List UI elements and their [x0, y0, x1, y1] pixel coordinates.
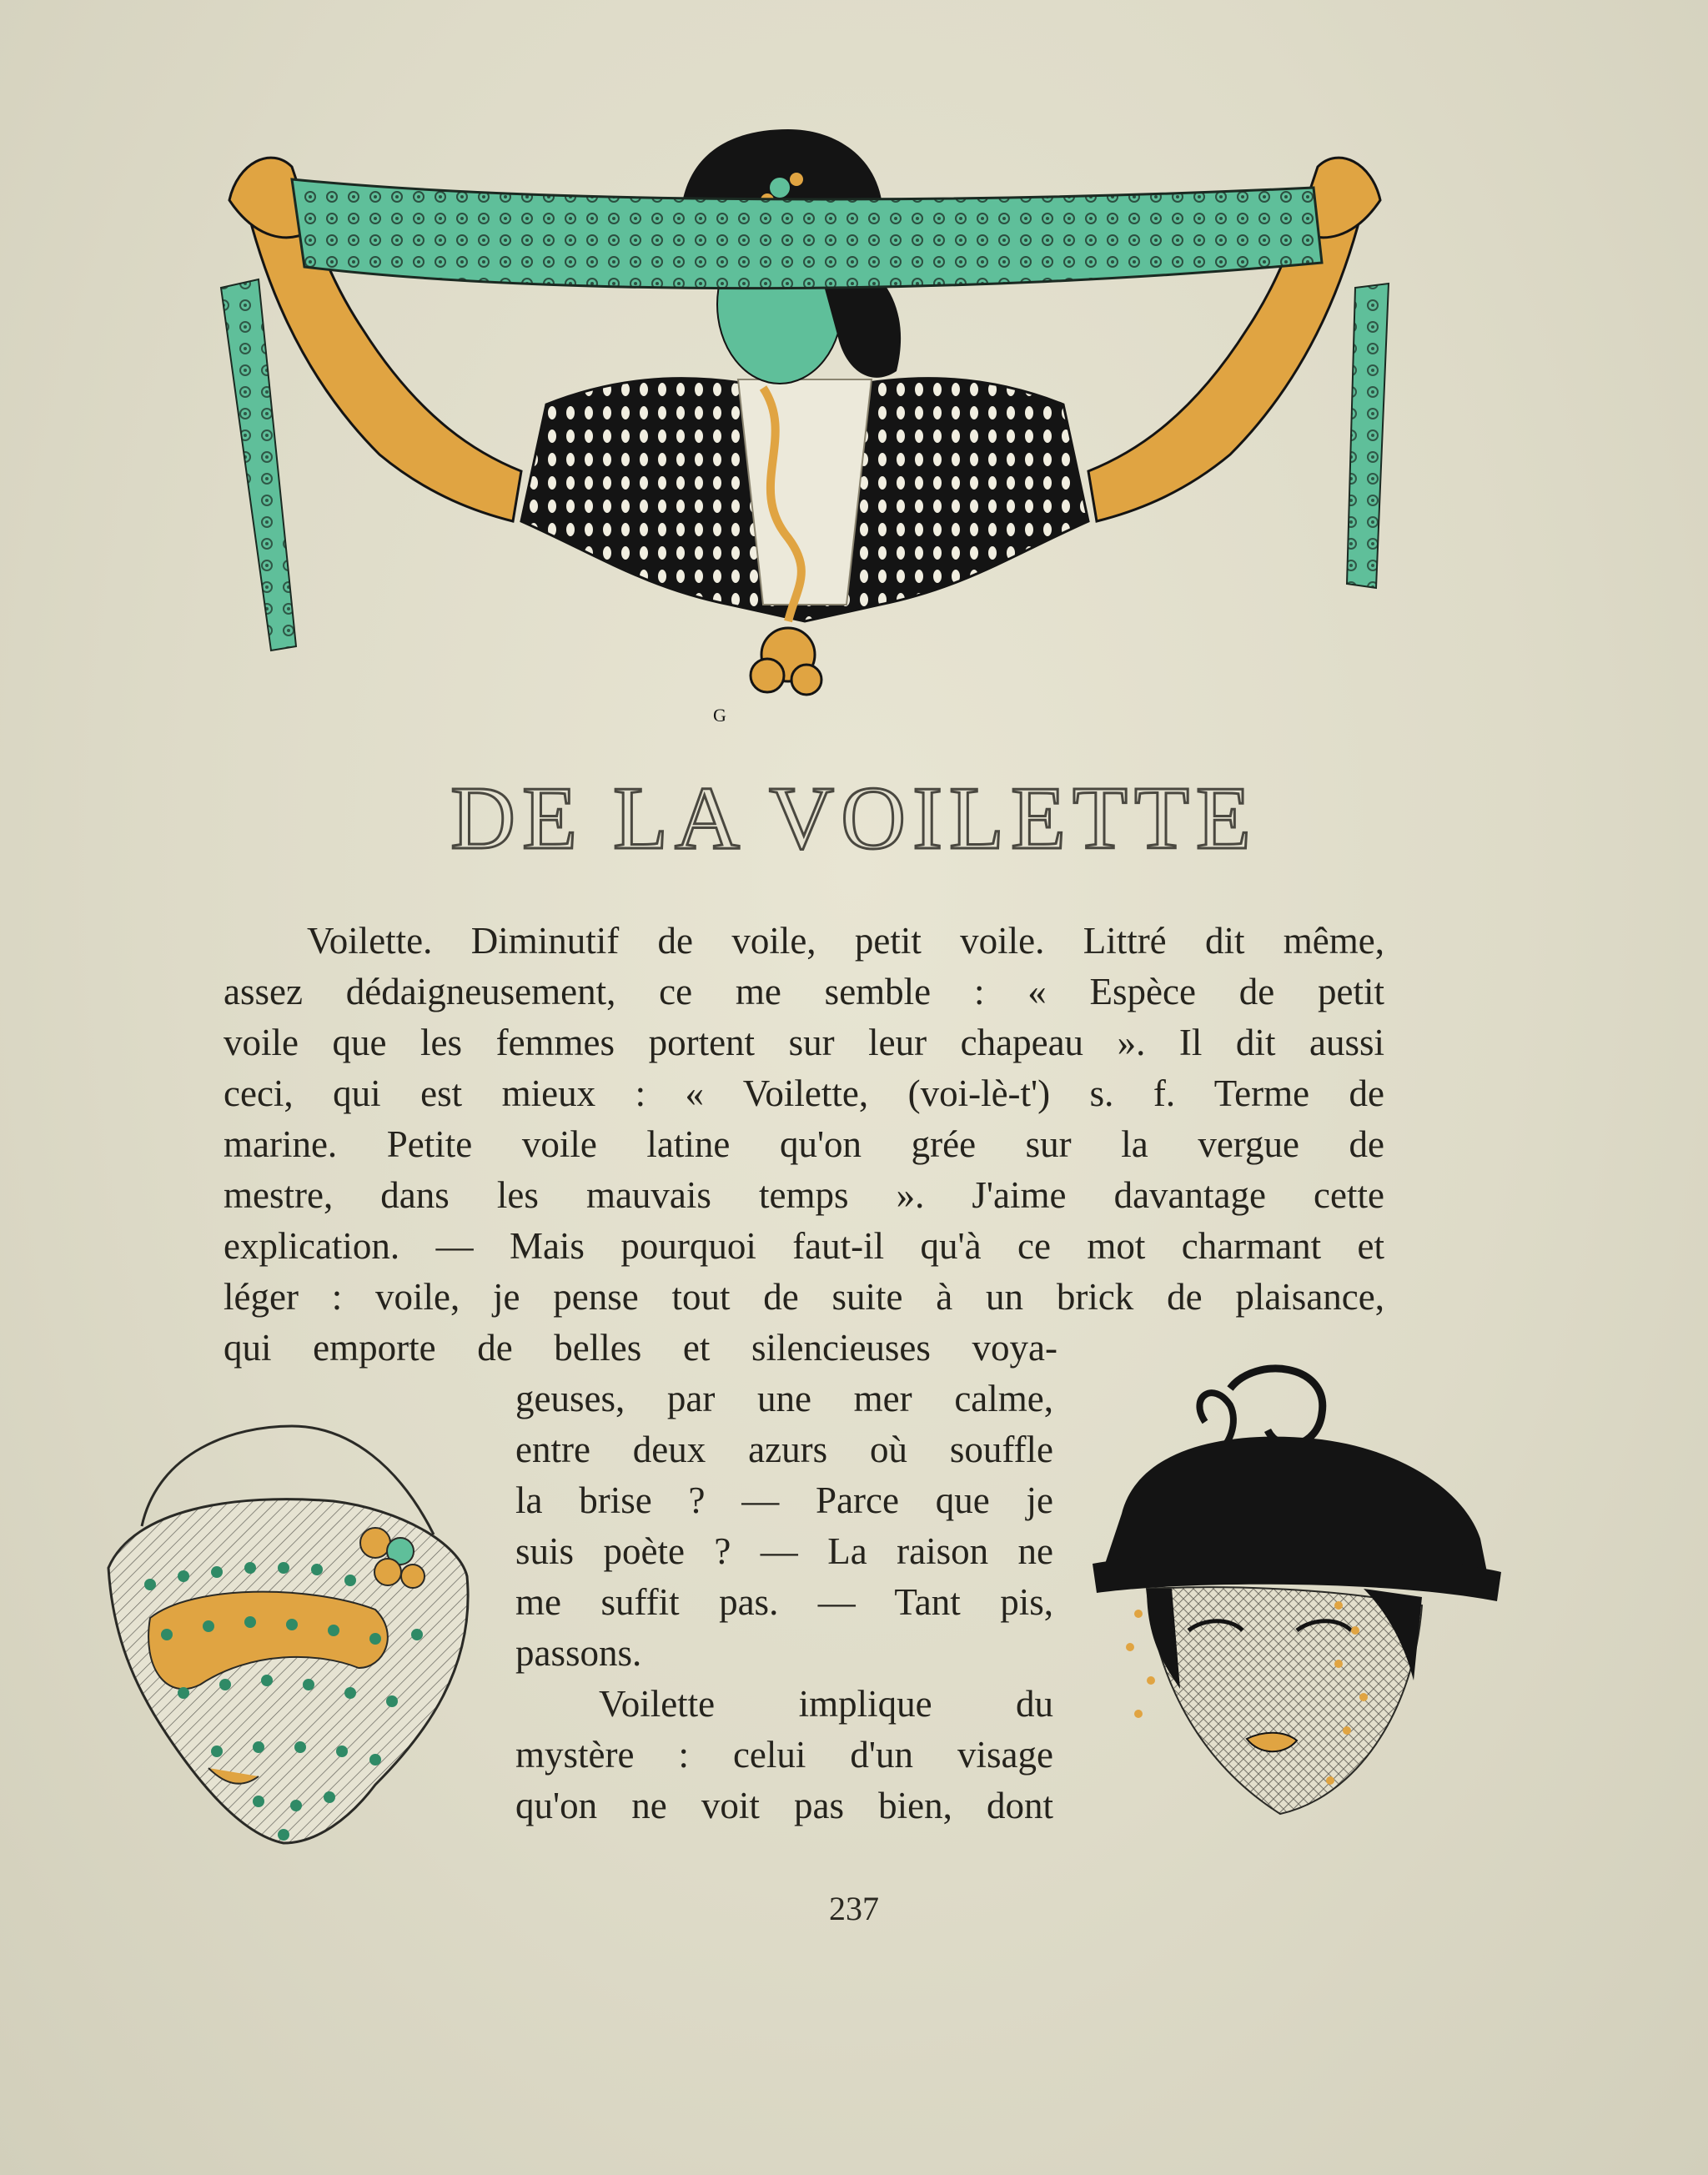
woman-with-veil-illustration [213, 121, 1397, 730]
turban-veil-head-illustration [100, 1418, 484, 1851]
svg-text:G: G [713, 705, 726, 726]
text-line: geuses, par une mer calme, [515, 1378, 1053, 1419]
page-title: DE LA VOILETTE [450, 769, 1258, 868]
text-line: me suffit pas. — Tant pis, [515, 1581, 1053, 1623]
text-line: la brise ? — Parce que je [515, 1479, 1053, 1521]
text-line: qui emporte de belles et silencieuses voya- [224, 1327, 1057, 1369]
text-line: Voilette. Diminutif de voile, petit voile. Littré dit même, [307, 920, 1384, 962]
text-line: ceci, qui est mieux : « Voilette, (voi-lè-t') s. f. Terme de [224, 1072, 1384, 1114]
paragraph-column [515, 1374, 1053, 1831]
text-line: explication. — Mais pourquoi faut-il qu'à ce mot charmant et [224, 1225, 1384, 1267]
feathered-hat-head-illustration [1088, 1364, 1505, 1839]
text-line: mestre, dans les mauvais temps ». J'aime davantage cette [224, 1174, 1384, 1216]
text-line: qu'on ne voit pas bien, dont [515, 1785, 1053, 1826]
text-line: voile que les femmes portent sur leur chapeau ». Il dit aussi [224, 1022, 1384, 1063]
paragraph-intro [224, 916, 1384, 1374]
text-line: passons. [515, 1632, 642, 1674]
text-line: Voilette implique du [599, 1683, 1053, 1725]
text-line: entre deux azurs où souffle [515, 1429, 1053, 1470]
text-line: mystère : celui d'un visage [515, 1734, 1053, 1776]
text-line: léger : voile, je pense tout de suite à un brick de plaisance, [224, 1276, 1384, 1318]
text-line: suis poète ? — La raison ne [515, 1530, 1053, 1572]
page-number: 237 [829, 1890, 879, 1927]
text-line: marine. Petite voile latine qu'on grée sur la vergue de [224, 1123, 1384, 1165]
text-line: assez dédaigneusement, ce me semble : « Espèce de petit [224, 971, 1384, 1012]
